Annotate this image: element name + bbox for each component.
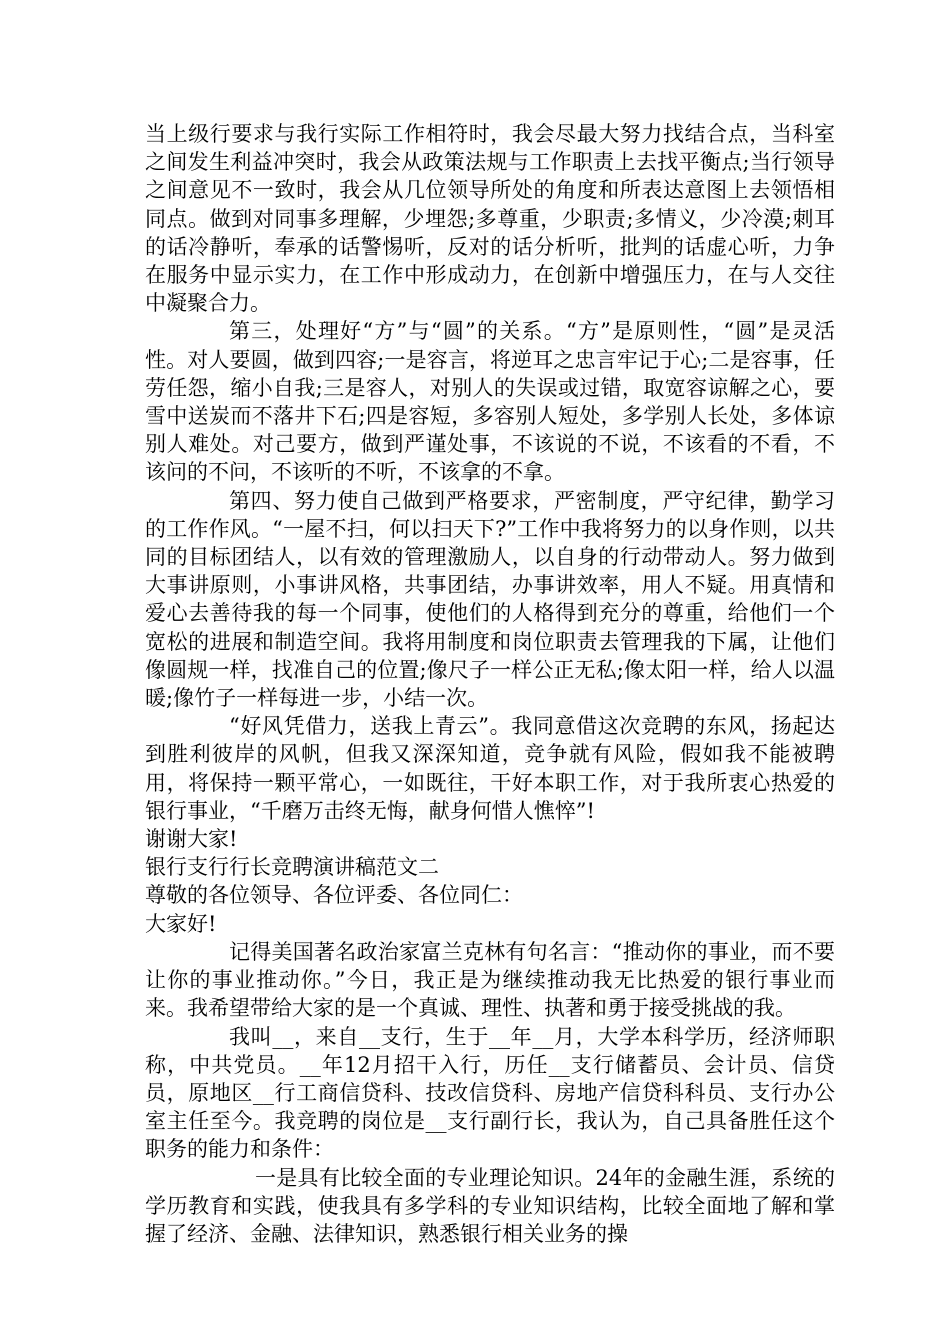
paragraph-quote: 记得美国著名政治家富兰克林有句名言：“推动你的事业，而不要让你的事业推动你。”今日，我正是为继续推动我无比热爱的银行事业而来。我希望带给大家的是一个真诚、理性、执著和勇于接受挑战的我。 [145,939,835,1021]
section-title: 银行支行行长竞聘演讲稿范文二 [145,855,439,880]
paragraph-point-four: 第四、努力使自己做到严格要求，严密制度，严守纪律，勤学习的工作作风。“一屋不扫，何以扫天下?”工作中我将努力的以身作则，以共同的目标团结人，以有效的管理激励人，以自身的行动带动人。努力做到大事讲原则，小事讲风格，共事团结，办事讲效率，用人不疑。用真情和爱心去善待我的每一个同事，使他们的人格得到充分的尊重，给他们一个宽松的进展和制造空间。我将用制度和岗位职责去管理我的下属，让他们像圆规一样，找准自己的位置;像尺子一样公正无私;像太阳一样，给人以温暖;像竹子一样每进一步，小结一次。 [145,488,835,711]
paragraph-point-three: 第三，处理好“方”与“圆”的关系。“方”是原则性，“圆”是灵活性。对人要圆，做到四容;一是容言，将逆耳之忠言牢记于心;二是容事，任劳任怨，缩小自我;三是容人，对别人的失误或过错，取宽容谅解之心，要雪中送炭而不落井下石;四是容短，多容别人短处，多学别人长处，多体谅别人难处。对己要方，做到严谨处事，不该说的不说，不该看的不看，不该问的不问，不该听的不听，不该拿的不拿。 [145,319,835,485]
document-body [145,120,835,1248]
salutation: 尊敬的各位领导、各位评委、各位同仁： [145,883,523,908]
paragraph-closing: “好风凭借力，送我上青云”。我同意借这次竞聘的东风，扬起达到胜利彼岸的风帆，但我又深深知道，竞争就有风险，假如我不能被聘用，将保持一颗平常心，一如既往，干好本职工作，对于我所衷心热爱的银行事业，“千磨万击终无悔，献身何惜人憔悴”! [145,714,835,823]
paragraph-qualification-one: 一是具有比较全面的专业理论知识。24年的金融生涯，系统的学历教育和实践，使我具有多学科的专业知识结构，比较全面地了解和掌握了经济、金融、法律知识，熟悉银行相关业务的操 [145,1165,835,1246]
paragraph-coordination: 当上级行要求与我行实际工作相符时，我会尽最大努力找结合点，当科室之间发生利益冲突时，我会从政策法规与工作职责上去找平衡点;当行领导之间意见不一致时，我会从几位领导所处的角度和所表达意图上去领悟相同点。做到对同事多理解，少埋怨;多尊重，少职责;多情义，少冷漠;刺耳的话冷静听，奉承的话警惕听，反对的话分析听，批判的话虚心听，力争在服务中显示实力，在工作中形成动力，在创新中增强压力，在与人交往中凝聚合力。 [145,122,835,316]
paragraph-thanks: 谢谢大家! [145,827,238,852]
paragraph-self-intro: 我叫__，来自__支行，生于__年__月，大学本科学历，经济师职称，中共党员。__年12月招干入行，历任__支行储蓄员、会计员、信贷员，原地区__行工商信贷科、技改信贷科、房地产信贷科科员、支行办公室主任至今。我竞聘的岗位是__支行副行长，我认为，自己具备胜任这个职务的能力和条件： [145,1024,835,1162]
greeting: 大家好! [145,911,217,936]
